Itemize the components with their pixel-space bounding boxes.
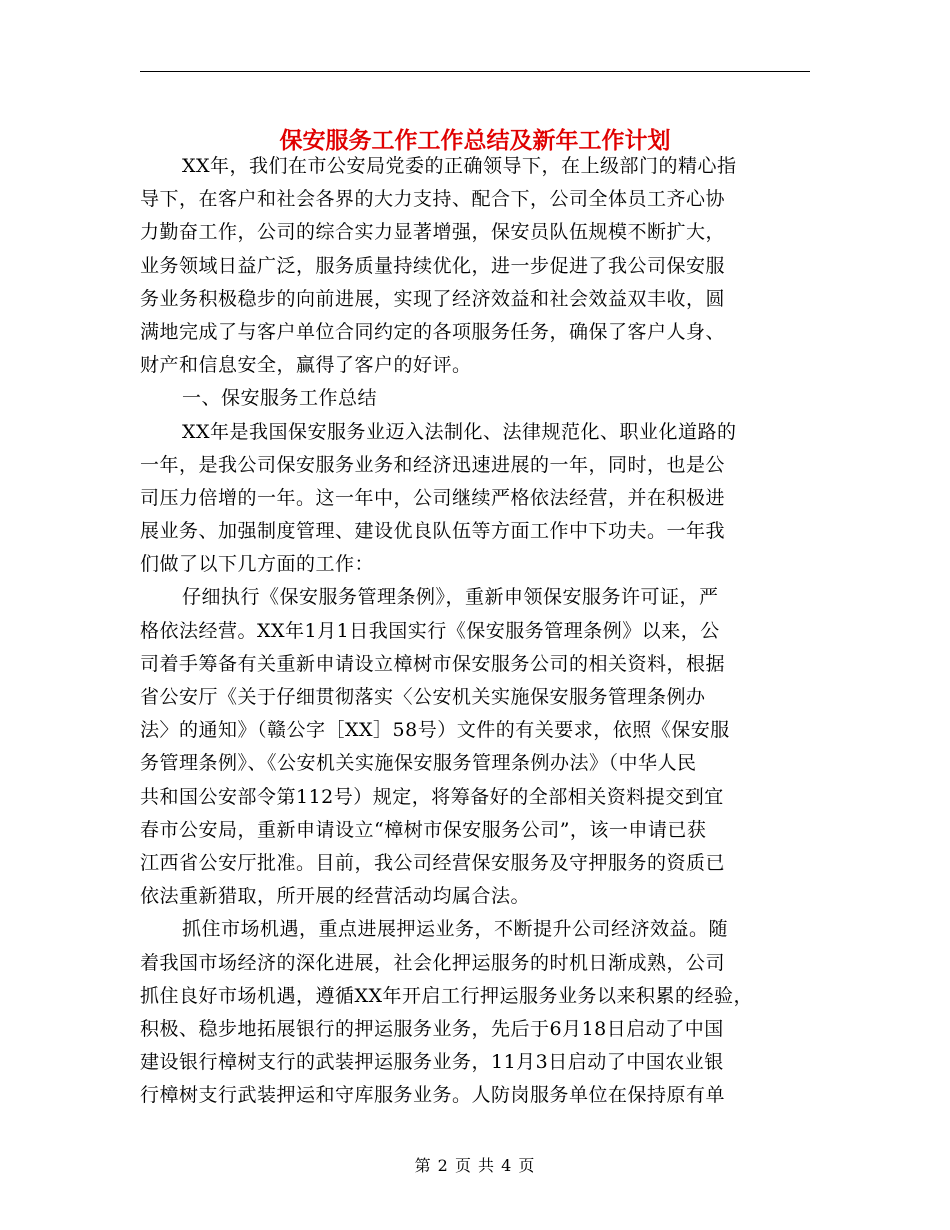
text-line: 导下，在客户和社会各界的大力支持、配合下，公司全体员工齐心协 bbox=[140, 188, 726, 211]
document-title: 保安服务工作工作总结及新年工作计划 bbox=[279, 127, 671, 155]
text-line: XX年，我们在市公安局党委的正确领导下，在上级部门的精心指 bbox=[182, 155, 737, 177]
text-line: 春市公安局，重新申请设立“樟树市保安服务公司”，该一申请已获 bbox=[140, 818, 707, 841]
text-line: 法〉的通知》（赣公字［XX］58号）文件的有关要求，依照《保安服 bbox=[140, 719, 730, 742]
text-line: 们做了以下几方面的工作： bbox=[140, 553, 375, 576]
text-line: 格依法经营。XX年1月1日我国实行《保安服务管理条例》以来，公 bbox=[140, 619, 720, 642]
text-line: 着我国市场经济的深化进展，社会化押运服务的时机日渐成熟，公司 bbox=[140, 951, 726, 974]
text-line: 满地完成了与客户单位合同约定的各项服务任务，确保了客户人身、 bbox=[140, 320, 726, 343]
text-line: XX年是我国保安服务业迈入法制化、法律规范化、职业化道路的 bbox=[182, 420, 737, 443]
text-line: 一、保安服务工作总结 bbox=[182, 387, 378, 410]
header-rule bbox=[140, 71, 810, 72]
text-line: 依法重新猎取，所开展的经营活动均属合法。 bbox=[140, 885, 531, 908]
page-number: 第 2 页 共 4 页 bbox=[414, 1156, 536, 1175]
text-line: 展业务、加强制度管理、建设优良队伍等方面工作中下功夫。一年我 bbox=[140, 520, 726, 543]
text-line: 力勤奋工作，公司的综合实力显著增强，保安员队伍规模不断扩大， bbox=[140, 221, 726, 244]
text-line: 省公安厅《关于仔细贯彻落实〈公安机关实施保安服务管理条例办 bbox=[140, 686, 706, 708]
document-body bbox=[140, 150, 820, 1112]
text-line: 司着手筹备有关重新申请设立樟树市保安服务公司的相关资料，根据 bbox=[140, 652, 726, 675]
text-line: 业务领域日益广泛，服务质量持续优化，进一步促进了我公司保安服 bbox=[140, 254, 726, 277]
text-line: 仔细执行《保安服务管理条例》，重新申领保安服务许可证，严 bbox=[182, 586, 719, 609]
text-line: 抓住良好市场机遇，遵循XX年开启工行押运服务业务以来积累的经验， bbox=[140, 984, 754, 1007]
text-line: 抓住市场机遇，重点进展押运业务，不断提升公司经济效益。随 bbox=[182, 918, 729, 941]
text-line: 江西省公安厅批准。目前，我公司经营保安服务及守押服务的资质已 bbox=[140, 851, 726, 874]
text-line: 行樟树支行武装押运和守库服务业务。人防岗服务单位在保持原有单 bbox=[140, 1084, 726, 1107]
text-line: 一年，是我公司保安服务业务和经济迅速进展的一年，同时，也是公 bbox=[140, 453, 726, 476]
text-line: 积极、稳步地拓展银行的押运服务业务，先后于6月18日启动了中国 bbox=[140, 1017, 724, 1040]
text-line: 财产和信息安全，赢得了客户的好评。 bbox=[140, 354, 472, 377]
text-line: 务管理条例》、《公安机关实施保安服务管理条例办法》（中华人民 bbox=[140, 752, 697, 775]
text-line: 务业务积极稳步的向前进展，实现了经济效益和社会效益双丰收，圆 bbox=[140, 287, 726, 310]
text-line: 共和国公安部令第112号）规定，将筹备好的全部相关资料提交到宜 bbox=[140, 785, 724, 808]
text-line: 司压力倍增的一年。这一年中，公司继续严格依法经营，并在积极进 bbox=[140, 486, 726, 509]
text-line: 建设银行樟树支行的武装押运服务业务，11月3日启动了中国农业银 bbox=[140, 1051, 724, 1074]
